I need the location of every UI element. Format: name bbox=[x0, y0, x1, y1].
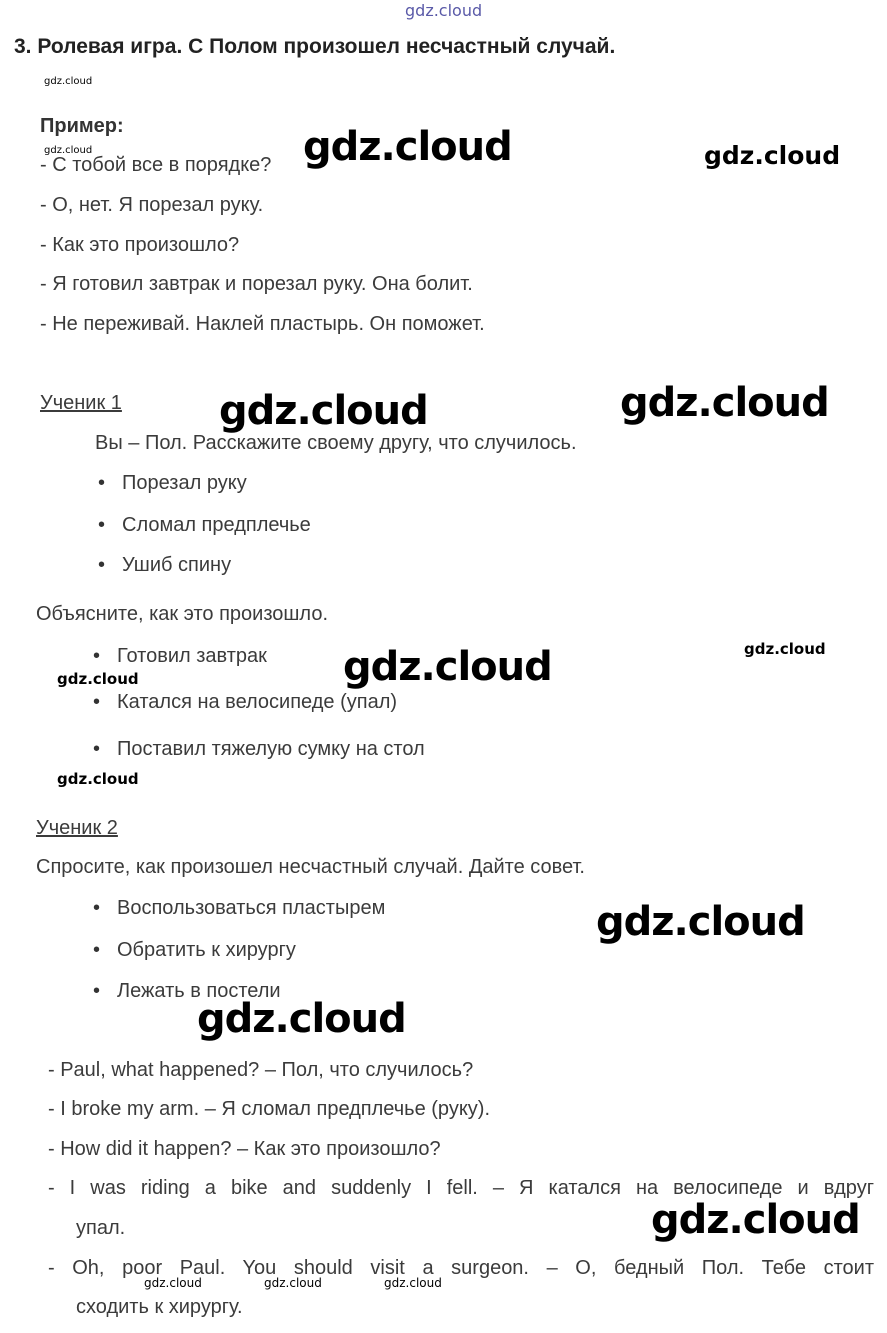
watermark-large: gdz.cloud bbox=[303, 124, 512, 170]
student2-item: • Обратить к хирургу bbox=[117, 939, 296, 962]
student2-item: • Лежать в постели bbox=[117, 980, 281, 1003]
watermark-large: gdz.cloud bbox=[651, 1197, 860, 1243]
watermark-large: gdz.cloud bbox=[343, 644, 552, 690]
watermark-large: gdz.cloud bbox=[596, 899, 805, 945]
dialogue-line: - I broke my arm. – Я сломал предплечье (руку). bbox=[48, 1098, 491, 1120]
dialogue-line: сходить к хирургу. bbox=[76, 1296, 243, 1318]
dialogue-line: упал. bbox=[76, 1217, 126, 1239]
watermark-small: gdz.cloud bbox=[44, 145, 93, 156]
dialogue-line: - I was riding a bike and suddenly I fell. – Я катался на велосипеде и вдруг bbox=[48, 1177, 874, 1199]
watermark-small: gdz.cloud bbox=[264, 1276, 322, 1290]
student1-instruction: Вы – Пол. Расскажите своему другу, что случилось. bbox=[95, 432, 577, 454]
watermark-small: gdz.cloud bbox=[57, 770, 139, 788]
student1-label: Ученик 1 bbox=[40, 392, 122, 414]
watermark-top: gdz.cloud bbox=[405, 1, 483, 20]
dialogue-line: - Oh, poor Paul. You should visit a surgeon. – О, бедный Пол. Тебе стоит bbox=[48, 1257, 874, 1279]
watermark-small: gdz.cloud bbox=[57, 670, 139, 688]
example-heading: Пример: bbox=[40, 115, 124, 137]
student1-item: • Порезал руку bbox=[122, 472, 247, 495]
student1-item: • Сломал предплечье bbox=[122, 514, 311, 537]
student1-cause: • Поставил тяжелую сумку на стол bbox=[117, 738, 425, 761]
student2-instruction: Спросите, как произошел несчастный случай. Дайте совет. bbox=[36, 856, 585, 878]
student1-item: • Ушиб спину bbox=[122, 554, 231, 577]
student2-item: • Воспользоваться пластырем bbox=[117, 897, 385, 920]
watermark-small: gdz.cloud bbox=[744, 640, 826, 658]
dialogue-line: - Paul, what happened? – Пол, что случилось? bbox=[48, 1059, 474, 1081]
watermark-large: gdz.cloud bbox=[620, 380, 829, 426]
watermark-large: gdz.cloud bbox=[219, 388, 428, 434]
example-line: - С тобой все в порядке? bbox=[40, 154, 272, 176]
watermark-small: gdz.cloud bbox=[144, 1276, 202, 1290]
watermark-small: gdz.cloud bbox=[384, 1276, 442, 1290]
example-line: - Как это произошло? bbox=[40, 234, 240, 256]
example-line: - Не переживай. Наклей пластырь. Он поможет. bbox=[40, 313, 485, 335]
watermark-medium: gdz.cloud bbox=[704, 141, 841, 170]
watermark-small: gdz.cloud bbox=[44, 76, 93, 87]
dialogue-line: - How did it happen? – Как это произошло? bbox=[48, 1138, 441, 1160]
student2-label: Ученик 2 bbox=[36, 817, 118, 839]
student1-cause: • Готовил завтрак bbox=[117, 645, 267, 668]
student1-cause: • Катался на велосипеде (упал) bbox=[117, 691, 397, 714]
task-title: 3. Ролевая игра. С Полом произошел несчастный случай. bbox=[14, 35, 616, 58]
example-line: - Я готовил завтрак и порезал руку. Она болит. bbox=[40, 273, 473, 295]
student1-explain: Объясните, как это произошло. bbox=[36, 603, 329, 625]
watermark-large: gdz.cloud bbox=[197, 996, 406, 1042]
example-line: - О, нет. Я порезал руку. bbox=[40, 194, 264, 216]
